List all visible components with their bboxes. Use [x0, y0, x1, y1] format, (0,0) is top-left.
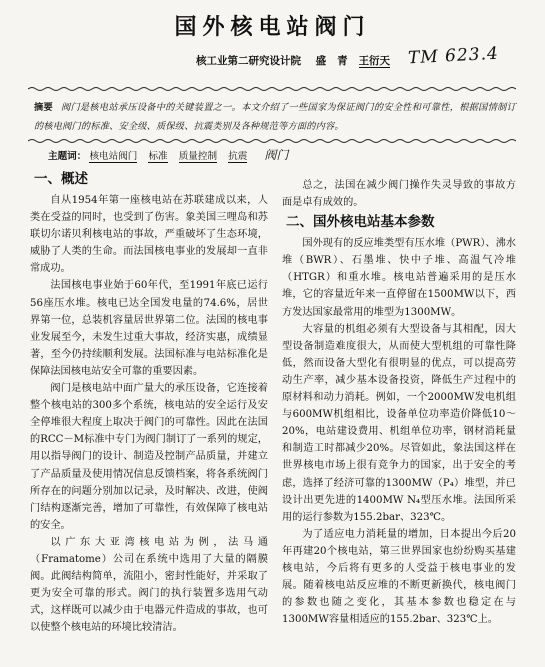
keyword-item: 核电站阀门: [89, 151, 138, 162]
author-1: 盛: [315, 55, 327, 67]
abstract: [34, 98, 516, 136]
author-2: 青: [337, 55, 348, 67]
paragraph: 自从1954年第一座核电站在苏联建成以来，人类在受益的同时，也受到了伤害。象美国三哩岛和苏联切尔诺贝利核电站的事故，严重破坏了生态环境，威胁了人类的生命。而法国核电事业的发展却一直非常成功。: [30, 195, 268, 275]
keyword-item: 标准: [148, 151, 168, 162]
handwritten-classification-code: TM 623.4: [407, 43, 500, 69]
keywords: [48, 146, 348, 163]
keywords-label: 主题词：: [48, 151, 87, 162]
affiliation: 核工业第二研究设计院: [196, 55, 301, 67]
wavy-divider-top: [28, 86, 516, 92]
abstract-label: 摘要: [34, 102, 53, 113]
section-heading-2: 二、国外核电站基本参数: [286, 214, 435, 231]
article-title: 国外核电站阀门: [174, 15, 371, 40]
paragraph: 阀门是核电站中面广量大的承压设备，它连接着整个核电站的300多个系统，核电站的安全运行及安全停堆很大程度上取决于阀门的可靠性。因此在法国的RCC－M标准中专门为阀门制订了一系列的规定，用以指导阀门的设计、制造及控制产品质量，并建立了产品质量及使用情况信息反馈档案，将各系统阀门所存在的问题分别加以记录，及时解决、改进，使阀门结构逐渐完善，增加了可靠性，有效保障了核电站的安全。: [30, 383, 268, 531]
section-heading-1: 一、概述: [34, 171, 88, 187]
right-column: [282, 177, 516, 628]
paragraph: 总之，法国在减少阀门操作失灵导致的事故方面是卓有成效的。: [282, 180, 516, 209]
paragraph: 以广东大亚湾核电站为例，法马通（Framatome）公司在系统中选用了大量的隔膜阀。此阀结构简单，流阻小，密封性能好，并采取了更为安全可靠的形式。阀门的执行装置多选用气动式，这样既可以减少由于电器元件造成的事故，也可以使整个核电站的环境比较清洁。: [30, 536, 268, 634]
paragraph: 为了适应电力消耗量的增加，日本提出今后20年再建20个核电站，第三世界国家也纷纷购买基建核电站，今后将有更多的人受益于核电事业的发展。随着核电站反应堆的不断更新换代，核电阀门的参数也随之变化，其基本参数也稳定在与1300MW容量相适应的155.2bar、323℃上。: [282, 528, 516, 626]
author-3: 王衍天: [358, 55, 391, 67]
author-line: [196, 53, 390, 68]
left-column: [30, 168, 268, 636]
paragraph: 大容量的机组必须有大型设备与其相配，因大型设备制造难度很大，从而使大型机组的可靠性降低，然而设备大型化有很明显的优点，可以提高劳动生产率，减少基本设备投资，降低生产过程中的原材料和动力消耗。例如，一个2000MW发电机组与600MW机组相比，设备单位功率造价降低10～20%，电站建设费用、机组单位功率，钢材消耗量和制造工时都减少20%。尽管如此，象法国这样在世界核电市场上很有竞争力的国家，出于安全的考虑，选择了经济可靠的1300MW（P₄）堆型，并已设计出更先进的1400MW N₄型压水堆。法国所采用的运行参数为155.2bar、323℃。: [282, 323, 516, 523]
keyword-handwritten: 阀门: [264, 148, 289, 162]
paragraph: 国外现有的反应堆类型有压水堆（PWR）、沸水堆（BWR）、石墨堆、快中子堆、高温气冷堆（HTGR）和重水堆。核电站普遍采用的是压水堆，它的容量近年来一直停留在1500MW以下，西方发达国家最常用的堆型为1300MW。: [282, 238, 516, 318]
wavy-divider-bottom: [28, 138, 516, 144]
keyword-item: 质量控制: [178, 151, 218, 162]
paragraph: 法国核电事业始于60年代，至1991年底已运行56座压水堆。核电已达全国发电量的74.6%，居世界第一位，总装机容量居世界第二位。法国的核电事业发展至今，未发生过重大事故，经济实惠，成绩显著，至今仍持续顺利发展。法国标准与电站标准化是保障法国核电站安全可靠的重要因素。: [30, 280, 268, 377]
keyword-item: 抗震: [228, 151, 248, 162]
abstract-text: 阀门是核电站承压设备中的关键装置之一。本文介绍了一些国家为保证阀门的安全性和可靠性，根据国情制订的核电阀门的标准、安全级、质保级、抗震类别及各种规范等方面的内容。: [34, 102, 516, 132]
